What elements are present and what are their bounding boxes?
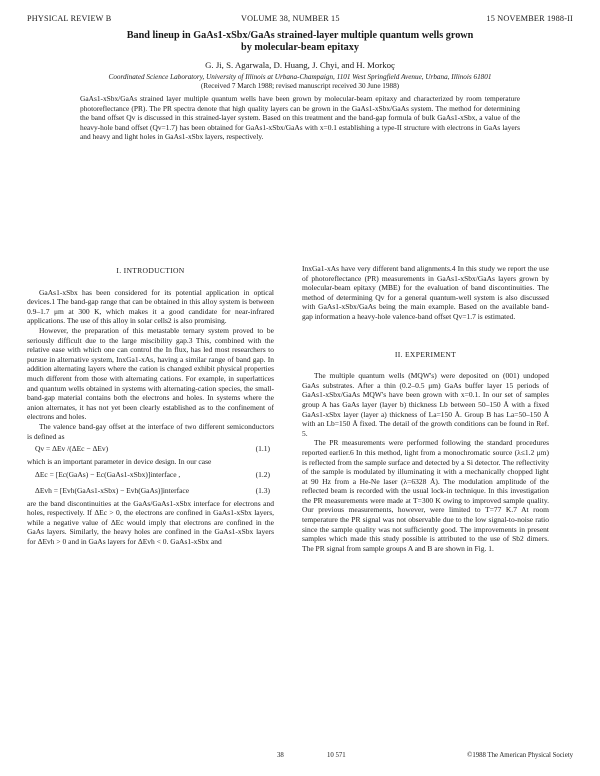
right-column — [302, 264, 549, 553]
paragraph: which is an important parameter in device design. In our case — [27, 457, 212, 467]
volume-number: VOLUME 38, NUMBER 15 — [241, 14, 340, 23]
equation-number: (1.1) — [255, 444, 270, 454]
equation-body: ΔEvh = [Evh(GaAs1-xSbx) − Evh(GaAs)]interface — [35, 485, 190, 495]
author-list: G. Ji, S. Agarwala, D. Huang, J. Chyi, and H. Morkoç — [205, 60, 395, 70]
equation-1-2 — [27, 467, 274, 483]
paragraph: However, the preparation of this metastable ternary system proved to be seriously difficult due to the large miscibility gap.3 This, combined with the relative ease with which one can control the In flux, has led most researchers to pursue in alternative system, InxGa1-xAs, having a similar range of band gap. In addition alternating layers where the cation is changed exhibit physical properties much different from those with alternating cations. For example, in superlattices and quantum wells obtained in systems with alternating-cation species, the small-band-gap material contains both the electrons and holes. In systems where the anion alternates, it has not yet been clearly established as to the confinement of electrons and holes. — [27, 325, 274, 422]
paragraph: The multiple quantum wells (MQW's) were deposited on (001) undoped GaAs substrates. After a thin (0.2–0.5 μm) GaAs buffer layer 15 periods of GaAs1-xSbx/GaAs MQW's have been grown with x=0.1. In our set of samples group A has GaAs layer (layer b) thickness Lb between 50–150 Å with a fixed GaAs1-xSbx layer (layer a) thickness of La=150 Å. Group B has La=50–150 Å with an Lb=150 Å fixed. The detail of the growth conditions can be found in Ref. 5. — [302, 371, 549, 438]
volume-ref: 38 — [277, 752, 284, 759]
equation-1-1 — [27, 441, 274, 457]
paragraph: The PR measurements were performed following the standard procedures reported earlier.6 In this method, light from a monochromatic source (λ≤1.2 μm) is reflected from the sample surface and detected by a Si detector. The reflectivity of the sample is modulated by illuminating it with a mechanically chopped light at 90 Hz from a He-Ne laser (λ=6328 Å). The modulation amplitude of the reflected beam is recorded with the usual lock-in technique. In this investigation the PR measurements were made at T=300 K owing to improved sample quality. Our previous measurements, however, were limited to T=77 K.7 At room temperature the PR signal was not observable due to the low signal-to-noise ratio since the sample quality was not sufficiently good. The improvements in present samples which made this study possible is attributed to the use of Sb2 dimers. The PR signal from sample groups A and B are shown in Fig. 1. — [302, 438, 549, 553]
abstract: GaAs1-xSbx/GaAs strained layer multiple quantum wells have been grown by molecular-beam epitaxy and characterized by room temperature photoreflectance (PR). The PR spectra denote that high quality layers can be grown in the GaAs1-xSbx/GaAs system. The method for determining the band offset Qv is discussed in this strained-layer system. Based on this treatment and the band-gap formula of bulk GaAs1-xSbx, a value of the heavy-hole band offset (Qv=1.7) has been obtained for GaAs1-xSbx/GaAs with x=0.1 establishing a type-II structure with electrons in GaAs layers and heavy and light holes in GaAs1-xSbx layers, respectively. — [80, 94, 520, 142]
title-line-2: by molecular-beam epitaxy — [241, 42, 359, 53]
equation-number: (1.2) — [255, 469, 270, 479]
received-dates: (Received 7 March 1988; revised manuscript received 30 June 1988) — [200, 82, 400, 90]
equation-number: (1.3) — [255, 485, 270, 495]
paragraph: InxGa1-xAs have very different band alignments.4 In this study we report the use of photoreflectance (PR) measurements in GaAs1-xSbx/GaAs layers grown by molecular-beam epitaxy (MBE) for the evaluation of band discontinuities. The method of determining Qv for a general quantum-well system is also discussed with GaAs1-xSbx/GaAs being the main example. Based on the available band-gap information a heavy-hole valence-band offset Qv=1.7 is estimated. — [302, 264, 549, 321]
page-footer — [27, 752, 573, 762]
paper-title — [40, 30, 560, 54]
running-header — [27, 14, 573, 26]
journal-name: PHYSICAL REVIEW B — [27, 14, 112, 23]
section-heading-experiment: II. EXPERIMENT — [394, 349, 457, 359]
left-column — [27, 236, 274, 547]
issue-date: 15 NOVEMBER 1988-II — [486, 14, 573, 23]
paragraph: The valence band-gay offset at the interface of two different semiconductors is defined as — [27, 421, 274, 441]
equation-1-3 — [27, 483, 274, 499]
section-heading-introduction: I. INTRODUCTION — [116, 266, 185, 275]
equation-body: ΔEc = [Ec(GaAs) − Ec(GaAs1-xSbx)]interface , — [35, 469, 181, 479]
equation-body: Qv = ΔEv /(ΔEc − ΔEv) — [35, 444, 109, 454]
paragraph: GaAs1-xSbx has been considered for its potential application in optical devices.1 The band-gap range that can be obtained in this alloy system is between 0.9–1.7 μm at 300 K, which makes it a good candidate for near-infrared applications. The use of this alloy in solar cells2 is also promising. — [27, 287, 274, 326]
page-number: 10 571 — [327, 752, 346, 759]
paragraph: are the band discontinuities at the GaAs/GaAs1-xSbx interface for electrons and holes, respectively. If ΔEc > 0, the electrons are confined in GaAs1-xSbx layers, while a negative value of ΔEc would imply that electrons are confined in the GaAs layers. Similarly, the heavy holes are confined in the GaAs1-xSbx layers for ΔEvh > 0 and in GaAs layers for ΔEvh < 0. GaAs1-xSbx and — [27, 498, 274, 547]
affiliation: Coordinated Science Laboratory, University of Illinois at Urbana-Champaign, 1101 West Springfield Avenue, Urbana, Illinois 61801 — [108, 73, 492, 81]
title-line-1: Band lineup in GaAs1-xSbx/GaAs strained-layer multiple quantum wells grown — [126, 30, 474, 41]
copyright: ©1988 The American Physical Society — [467, 752, 573, 759]
